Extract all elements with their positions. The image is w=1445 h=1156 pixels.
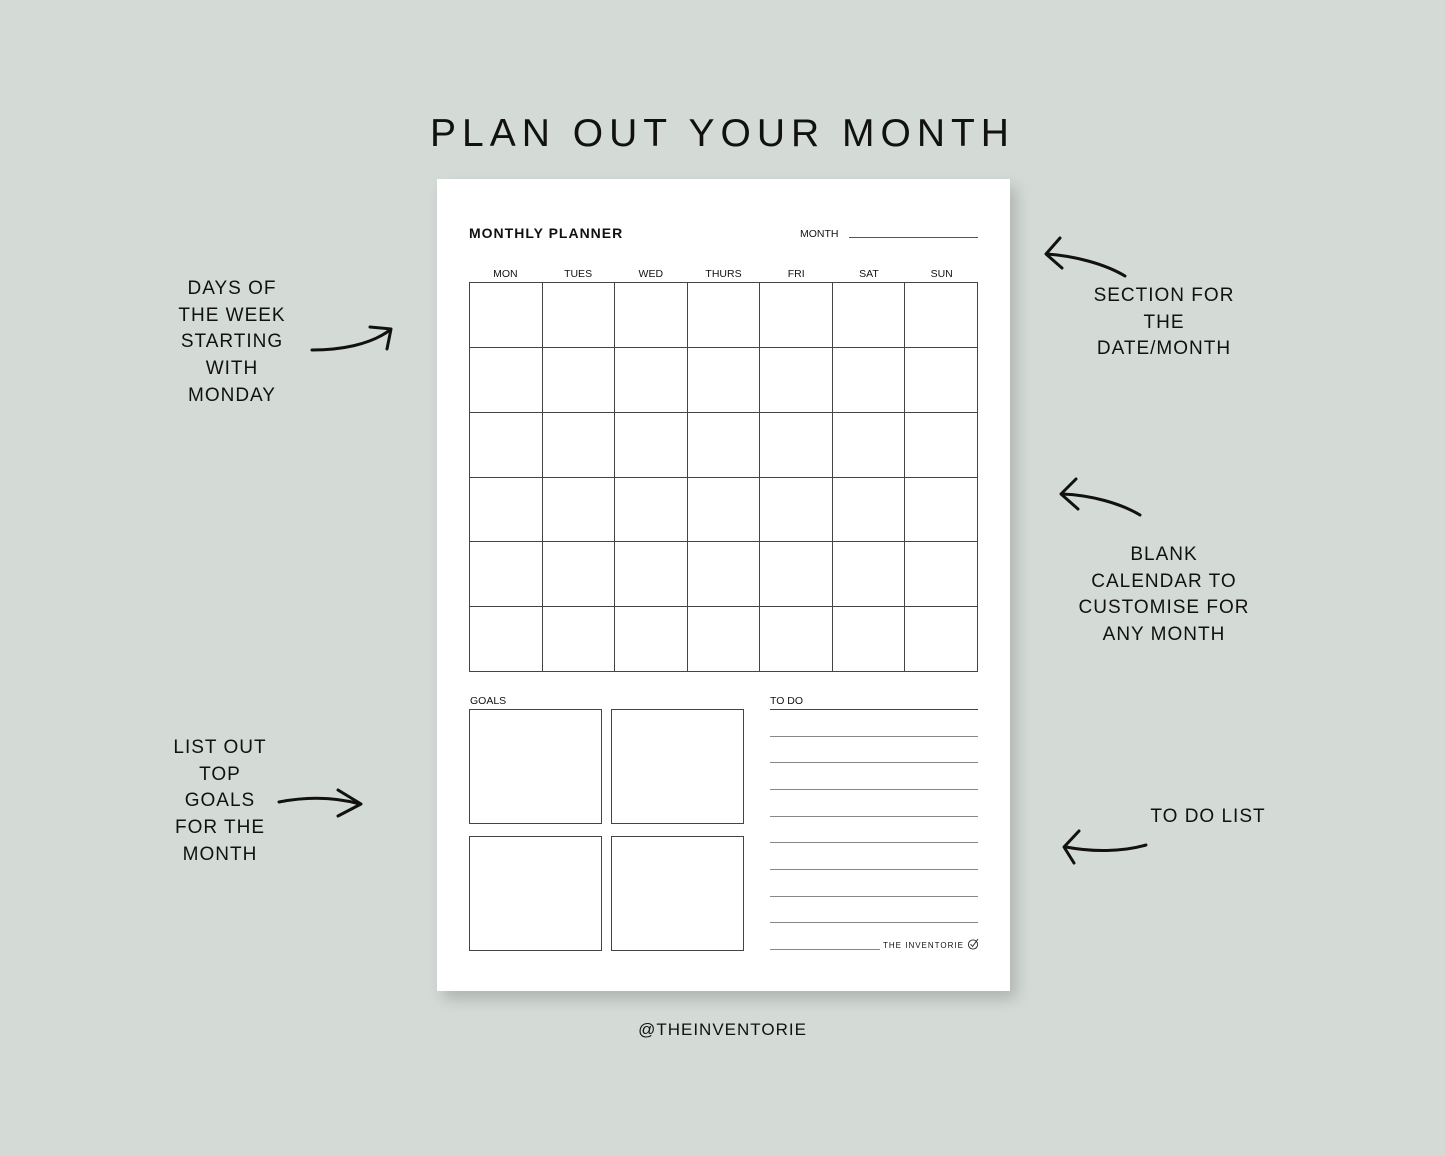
goal-box [469,836,602,951]
todo-label: TO DO [770,695,804,707]
calendar-cell [833,542,906,607]
brand-name: THE INVENTORIE [883,941,964,950]
day-header-mon: MON [493,268,518,280]
goal-box [611,836,744,951]
calendar-cell [543,283,616,348]
note-goals: LIST OUT TOP GOALS FOR THE MONTH [173,737,267,865]
calendar-cell [615,283,688,348]
calendar-cell [760,283,833,348]
calendar-grid [469,282,978,672]
day-header-thurs: THURS [705,268,742,280]
todo-line [770,922,978,923]
calendar-cell [833,478,906,543]
calendar-cell [615,607,688,672]
note-todo: TO DO LIST [1150,806,1266,827]
todo-line [770,736,978,737]
calendar-cell [470,607,543,672]
note-date-month: SECTION FOR THE DATE/MONTH [1093,285,1235,360]
calendar-cell [470,283,543,348]
calendar-cell [543,348,616,413]
goal-box [469,709,602,824]
calendar-cell [615,348,688,413]
planner-sheet [437,179,1010,991]
calendar-cell [688,413,761,478]
todo-line [770,869,978,870]
calendar-cell [760,348,833,413]
calendar-cell [760,413,833,478]
calendar-cell [543,542,616,607]
note-blank-calendar: BLANK CALENDAR TO CUSTOMISE FOR ANY MONTH [1078,544,1250,646]
todo-line [770,896,978,897]
calendar-cell [905,607,978,672]
arrow-right-icon [300,315,400,365]
month-label: MONTH [800,228,839,240]
day-header-wed: WED [638,268,664,280]
calendar-cell [833,607,906,672]
todo-line [770,709,978,710]
todo-line [770,762,978,763]
day-header-tues: TUES [564,268,593,280]
calendar-cell [833,348,906,413]
calendar-cell [760,478,833,543]
calendar-cell [543,607,616,672]
day-header-fri: FRI [787,268,805,280]
calendar-cell [688,607,761,672]
calendar-cell [470,478,543,543]
calendar-cell [615,413,688,478]
day-header-sun: SUN [930,268,953,280]
todo-line [770,789,978,790]
calendar-cell [905,542,978,607]
calendar-cell [688,348,761,413]
calendar-cell [905,283,978,348]
calendar-cell [470,348,543,413]
todo-line [770,949,880,950]
calendar-cell [833,283,906,348]
calendar-cell [760,607,833,672]
calendar-cell [905,348,978,413]
calendar-cell [615,542,688,607]
arrow-right-icon [270,780,370,830]
day-header-sat: SAT [859,268,879,280]
todo-line [770,842,978,843]
calendar-cell [543,413,616,478]
note-days-of-week: DAYS OF THE WEEK STARTING WITH MONDAY [178,278,286,406]
social-handle: @THEINVENTORIE [638,1020,807,1039]
calendar-cell [760,542,833,607]
goal-box [611,709,744,824]
calendar-cell [470,413,543,478]
day-headers [469,268,978,282]
calendar-cell [833,413,906,478]
calendar-cell [905,413,978,478]
calendar-cell [543,478,616,543]
brand-check-icon [967,938,979,950]
arrow-left-icon [1050,475,1150,525]
todo-line [770,816,978,817]
page-title: PLAN OUT YOUR MONTH [430,112,1015,155]
arrow-left-icon [1052,825,1152,870]
calendar-cell [470,542,543,607]
goals-label: GOALS [470,695,507,707]
calendar-cell [688,283,761,348]
arrow-left-icon [1035,232,1135,287]
calendar-cell [615,478,688,543]
month-line [849,237,978,238]
calendar-cell [905,478,978,543]
calendar-cell [688,542,761,607]
planner-title: MONTHLY PLANNER [469,225,624,241]
calendar-cell [688,478,761,543]
